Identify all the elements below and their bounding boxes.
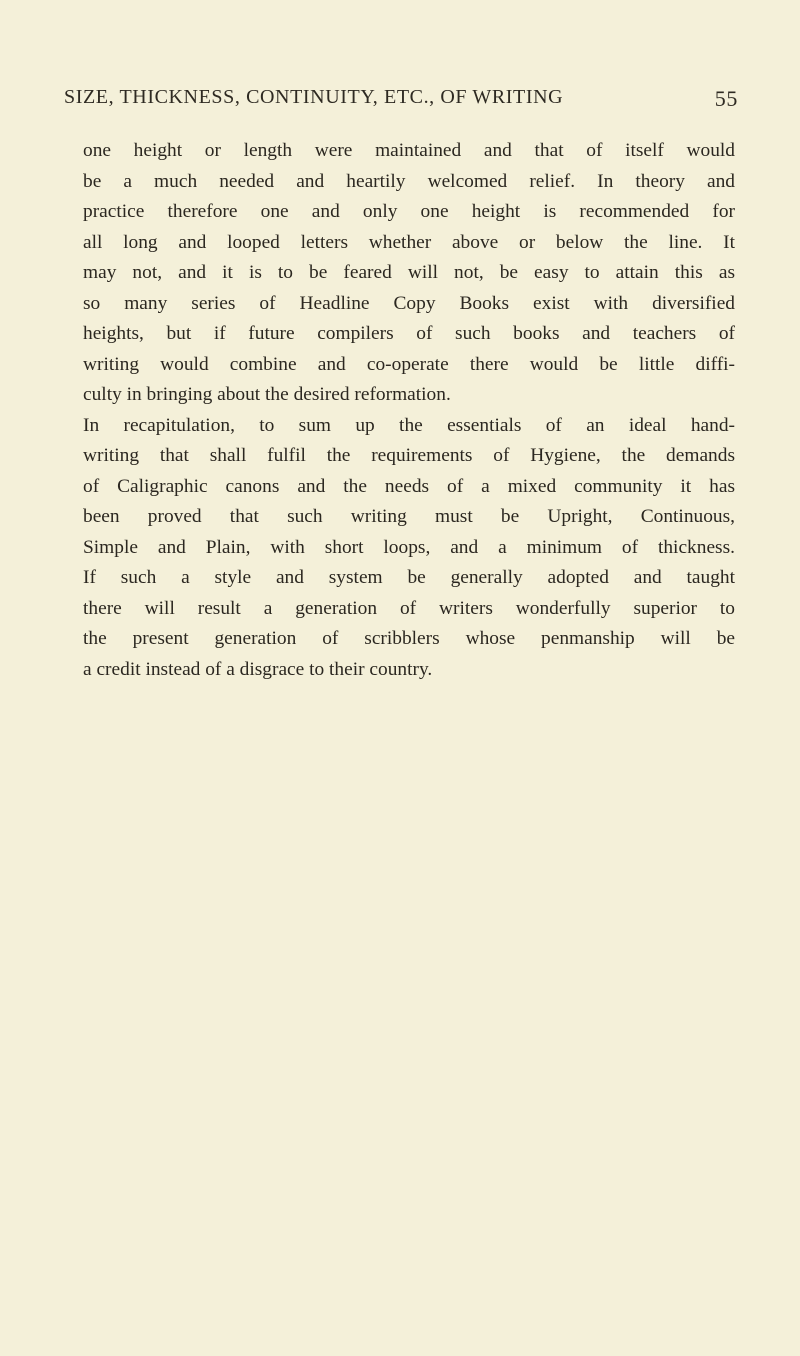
text-line: writing would combine and co-operate there would be little diffi- bbox=[83, 353, 735, 375]
text-line: all long and looped letters whether above or below the line. It bbox=[83, 231, 735, 253]
text-line: heights, but if future compilers of such books and teachers of bbox=[83, 323, 735, 344]
paragraph-end-line: culty in bringing about the desired reformation. bbox=[83, 384, 451, 405]
text-line: be a much needed and heartily welcomed relief. In theory and bbox=[83, 170, 735, 192]
paragraph-start-line: In recapitulation, to sum up the essentials of an ideal hand- bbox=[83, 414, 735, 436]
text-line: the present generation of scribblers whose penmanship will be bbox=[83, 628, 735, 649]
text-line: been proved that such writing must be Upright, Continuous, bbox=[83, 506, 735, 527]
text-line: practice therefore one and only one height is recommended for bbox=[83, 201, 735, 222]
text-line: one height or length were maintained and that of itself would bbox=[83, 140, 735, 161]
running-head-title: SIZE, THICKNESS, CONTINUITY, ETC., OF WRITING bbox=[64, 86, 564, 108]
text-line: writing that shall fulfil the requirements of Hygiene, the demands bbox=[83, 445, 735, 466]
page-number: 55 bbox=[714, 86, 738, 111]
text-line: Simple and Plain, with short loops, and a minimum of thickness. bbox=[83, 536, 735, 558]
paragraph-end-line: a credit instead of a disgrace to their country. bbox=[83, 658, 433, 680]
text-line: may not, and it is to be feared will not, be easy to attain this as bbox=[83, 262, 735, 283]
body-text bbox=[83, 136, 735, 685]
text-line: of Caligraphic canons and the needs of a mixed community it has bbox=[83, 475, 735, 497]
text-line: there will result a generation of writers wonderfully superior to bbox=[83, 597, 735, 619]
text-line: If such a style and system be generally adopted and taught bbox=[83, 567, 735, 588]
text-line: so many series of Headline Copy Books exist with diversified bbox=[83, 292, 735, 314]
